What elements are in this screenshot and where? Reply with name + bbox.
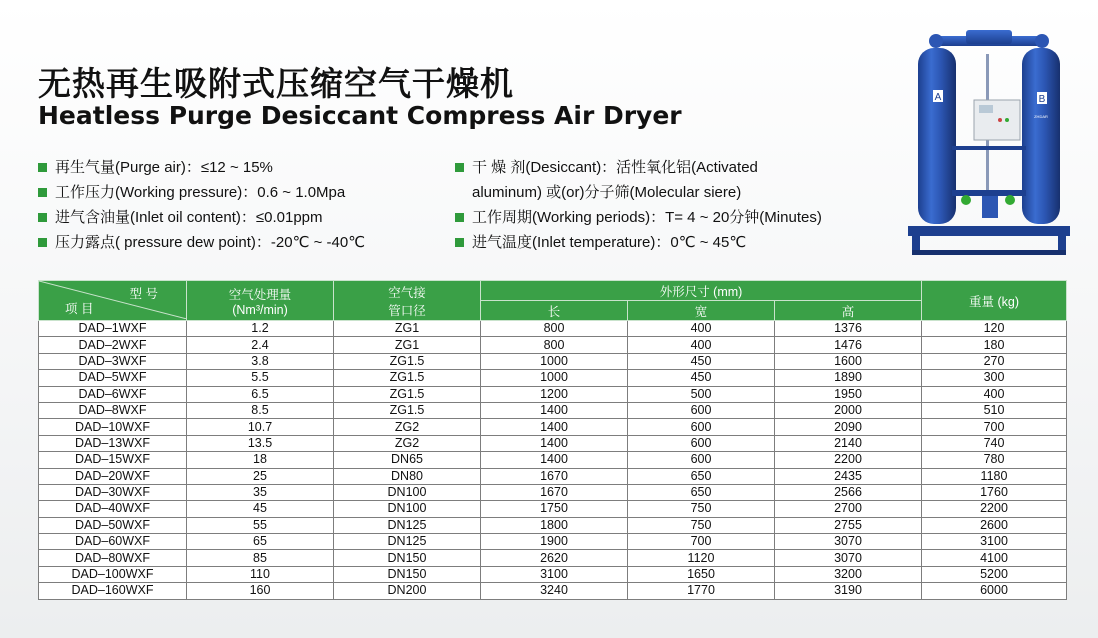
table-cell: DN150 xyxy=(334,550,481,566)
table-row xyxy=(39,550,1067,566)
table-cell: DN100 xyxy=(334,501,481,517)
table-cell: DAD–80WXF xyxy=(39,550,187,566)
bullet-square-icon xyxy=(38,213,47,222)
table-cell: 35 xyxy=(187,484,334,500)
table-cell: 740 xyxy=(922,435,1067,451)
table-cell: 1400 xyxy=(481,419,628,435)
spec-table-body xyxy=(39,321,1067,600)
header-flow xyxy=(187,281,334,321)
spec-text: aluminum) 或(or)分子筛(Molecular siere) xyxy=(472,184,742,201)
table-cell: 500 xyxy=(628,386,775,402)
table-row xyxy=(39,566,1067,582)
spec-item xyxy=(455,205,822,230)
table-row xyxy=(39,370,1067,386)
table-cell: 3200 xyxy=(775,566,922,582)
table-cell: 25 xyxy=(187,468,334,484)
table-cell: 85 xyxy=(187,550,334,566)
spec-item xyxy=(455,155,822,180)
table-cell: 1376 xyxy=(775,321,922,337)
table-cell: 3190 xyxy=(775,583,922,599)
table-cell: 450 xyxy=(628,353,775,369)
table-cell: 2600 xyxy=(922,517,1067,533)
table-cell: 8.5 xyxy=(187,402,334,418)
table-cell: 180 xyxy=(922,337,1067,353)
table-cell: 3.8 xyxy=(187,353,334,369)
table-cell: 2435 xyxy=(775,468,922,484)
dryer-product-image xyxy=(904,20,1074,270)
bullet-square-icon xyxy=(455,238,464,247)
table-cell: DAD–1WXF xyxy=(39,321,187,337)
table-cell: DAD–20WXF xyxy=(39,468,187,484)
table-cell: 6000 xyxy=(922,583,1067,599)
header-length: 长 xyxy=(481,301,628,321)
table-row xyxy=(39,337,1067,353)
table-cell: 1400 xyxy=(481,452,628,468)
table-cell: 270 xyxy=(922,353,1067,369)
table-cell: 2755 xyxy=(775,517,922,533)
table-cell: 1200 xyxy=(481,386,628,402)
header-diagonal xyxy=(39,281,187,319)
table-cell: ZG1.5 xyxy=(334,386,481,402)
table-cell: 2.4 xyxy=(187,337,334,353)
table-cell: 1890 xyxy=(775,370,922,386)
header-pipe-label: 空气接 xyxy=(388,285,426,300)
header-height: 高 xyxy=(775,301,922,321)
table-cell: 6.5 xyxy=(187,386,334,402)
spec-text: 压力露点( pressure dew point)：-20℃ ~ -40℃ xyxy=(55,234,366,251)
table-cell: ZG1.5 xyxy=(334,402,481,418)
table-cell: 1900 xyxy=(481,534,628,550)
table-cell: 1670 xyxy=(481,484,628,500)
table-cell: ZG2 xyxy=(334,435,481,451)
bullet-square-icon xyxy=(455,213,464,222)
specs-left-list xyxy=(38,155,365,255)
table-cell: 510 xyxy=(922,402,1067,418)
table-cell: 160 xyxy=(187,583,334,599)
header-pipe-label2: 管口径 xyxy=(388,303,426,318)
table-cell: DAD–160WXF xyxy=(39,583,187,599)
header-pipe xyxy=(334,281,481,321)
table-row xyxy=(39,386,1067,402)
table-cell: 1760 xyxy=(922,484,1067,500)
table-cell: 600 xyxy=(628,402,775,418)
bullet-square-icon xyxy=(38,238,47,247)
table-cell: DAD–13WXF xyxy=(39,435,187,451)
header-dimensions: 外形尺寸 (mm) xyxy=(481,281,922,301)
table-cell: 2140 xyxy=(775,435,922,451)
table-cell: 1770 xyxy=(628,583,775,599)
table-cell: 1400 xyxy=(481,435,628,451)
table-cell: DAD–2WXF xyxy=(39,337,187,353)
table-row xyxy=(39,419,1067,435)
bullet-square-icon xyxy=(455,163,464,172)
table-cell: 1800 xyxy=(481,517,628,533)
table-cell: 1750 xyxy=(481,501,628,517)
table-cell: 800 xyxy=(481,321,628,337)
table-cell: DN150 xyxy=(334,566,481,582)
table-row xyxy=(39,321,1067,337)
table-cell: DN125 xyxy=(334,517,481,533)
table-row xyxy=(39,402,1067,418)
spec-text: 干 燥 剂(Desiccant)：活性氧化铝(Activated xyxy=(472,159,758,176)
table-row xyxy=(39,583,1067,599)
table-cell: 450 xyxy=(628,370,775,386)
tank-label-a: A xyxy=(934,92,942,103)
table-cell: DN200 xyxy=(334,583,481,599)
table-cell: 1600 xyxy=(775,353,922,369)
table-cell: 18 xyxy=(187,452,334,468)
table-row xyxy=(39,534,1067,550)
table-cell: ZG1.5 xyxy=(334,370,481,386)
table-cell: DAD–10WXF xyxy=(39,419,187,435)
spec-item xyxy=(38,180,365,205)
table-cell: 780 xyxy=(922,452,1067,468)
table-cell: ZG1.5 xyxy=(334,353,481,369)
table-cell: 800 xyxy=(481,337,628,353)
table-cell: 1950 xyxy=(775,386,922,402)
table-cell: 400 xyxy=(628,337,775,353)
table-cell: 1670 xyxy=(481,468,628,484)
table-cell: 650 xyxy=(628,468,775,484)
table-cell: 5200 xyxy=(922,566,1067,582)
table-cell: 10.7 xyxy=(187,419,334,435)
spec-text: 进气含油量(Inlet oil content)：≤0.01ppm xyxy=(55,209,323,226)
table-cell: 2620 xyxy=(481,550,628,566)
header-width: 宽 xyxy=(628,301,775,321)
spec-item-continuation xyxy=(455,180,822,205)
bullet-square-icon xyxy=(38,163,47,172)
table-cell: 2090 xyxy=(775,419,922,435)
spec-item xyxy=(38,155,365,180)
table-cell: ZG1 xyxy=(334,321,481,337)
table-cell: 5.5 xyxy=(187,370,334,386)
table-row xyxy=(39,517,1067,533)
table-cell: 3070 xyxy=(775,534,922,550)
bullet-square-icon xyxy=(38,188,47,197)
table-cell: 650 xyxy=(628,484,775,500)
table-cell: DN80 xyxy=(334,468,481,484)
table-row xyxy=(39,353,1067,369)
specs-right-list xyxy=(455,155,822,255)
header-weight: 重量 (kg) xyxy=(922,281,1067,321)
spec-table xyxy=(38,280,1067,600)
spec-text: 进气温度(Inlet temperature)：0℃ ~ 45℃ xyxy=(472,234,747,251)
spec-text: 工作压力(Working pressure)：0.6 ~ 1.0Mpa xyxy=(55,184,346,201)
table-cell: 1120 xyxy=(628,550,775,566)
table-cell: 3100 xyxy=(922,534,1067,550)
header-corner xyxy=(39,281,187,321)
table-cell: 700 xyxy=(922,419,1067,435)
table-row xyxy=(39,452,1067,468)
header-flow-label: 空气处理量 xyxy=(228,287,292,302)
table-cell: ZG1 xyxy=(334,337,481,353)
table-cell: 400 xyxy=(628,321,775,337)
table-cell: 2200 xyxy=(775,452,922,468)
table-cell: 2700 xyxy=(775,501,922,517)
table-cell: 600 xyxy=(628,452,775,468)
table-cell: DAD–3WXF xyxy=(39,353,187,369)
table-row xyxy=(39,501,1067,517)
table-cell: 1180 xyxy=(922,468,1067,484)
table-cell: DN125 xyxy=(334,534,481,550)
header-item: 项 目 xyxy=(65,302,94,316)
table-cell: 3240 xyxy=(481,583,628,599)
header-flow-unit: (Nm³/min) xyxy=(232,302,288,317)
table-cell: 2566 xyxy=(775,484,922,500)
table-cell: 45 xyxy=(187,501,334,517)
table-cell: 600 xyxy=(628,435,775,451)
tank-label-b: B xyxy=(1038,94,1046,105)
table-row xyxy=(39,468,1067,484)
table-cell: 600 xyxy=(628,419,775,435)
table-cell: 2000 xyxy=(775,402,922,418)
table-cell: 120 xyxy=(922,321,1067,337)
table-cell: 750 xyxy=(628,501,775,517)
table-cell: 13.5 xyxy=(187,435,334,451)
table-row xyxy=(39,484,1067,500)
header-model: 型 号 xyxy=(129,287,158,301)
table-cell: ZG2 xyxy=(334,419,481,435)
table-cell: 1000 xyxy=(481,370,628,386)
table-cell: 1650 xyxy=(628,566,775,582)
table-cell: 1000 xyxy=(481,353,628,369)
spec-text: 再生气量(Purge air)：≤12 ~ 15% xyxy=(55,159,273,176)
spec-text: 工作周期(Working periods)：T= 4 ~ 20分钟(Minutes) xyxy=(472,209,822,226)
table-cell: 1476 xyxy=(775,337,922,353)
table-cell: 110 xyxy=(187,566,334,582)
table-cell: 4100 xyxy=(922,550,1067,566)
title-english: Heatless Purge Desiccant Compress Air Dryer xyxy=(38,101,682,130)
spec-item xyxy=(455,230,822,255)
table-cell: DAD–100WXF xyxy=(39,566,187,582)
table-cell: DAD–8WXF xyxy=(39,402,187,418)
table-cell: 55 xyxy=(187,517,334,533)
spec-item xyxy=(38,205,365,230)
table-cell: 400 xyxy=(922,386,1067,402)
table-cell: 700 xyxy=(628,534,775,550)
table-cell: 1.2 xyxy=(187,321,334,337)
table-cell: 1400 xyxy=(481,402,628,418)
table-cell: DN100 xyxy=(334,484,481,500)
table-cell: 3100 xyxy=(481,566,628,582)
table-cell: DAD–5WXF xyxy=(39,370,187,386)
table-cell: 3070 xyxy=(775,550,922,566)
table-row xyxy=(39,435,1067,451)
brand-label: ZHDAR xyxy=(1034,114,1048,119)
spec-item xyxy=(38,230,365,255)
table-cell: DAD–40WXF xyxy=(39,501,187,517)
table-cell: 2200 xyxy=(922,501,1067,517)
table-cell: DAD–30WXF xyxy=(39,484,187,500)
table-cell: DAD–50WXF xyxy=(39,517,187,533)
table-cell: 65 xyxy=(187,534,334,550)
table-cell: DAD–15WXF xyxy=(39,452,187,468)
table-cell: 750 xyxy=(628,517,775,533)
table-cell: DAD–6WXF xyxy=(39,386,187,402)
table-cell: DN65 xyxy=(334,452,481,468)
table-cell: 300 xyxy=(922,370,1067,386)
table-cell: DAD–60WXF xyxy=(39,534,187,550)
title-chinese: 无热再生吸附式压缩空气干燥机 xyxy=(38,64,514,103)
